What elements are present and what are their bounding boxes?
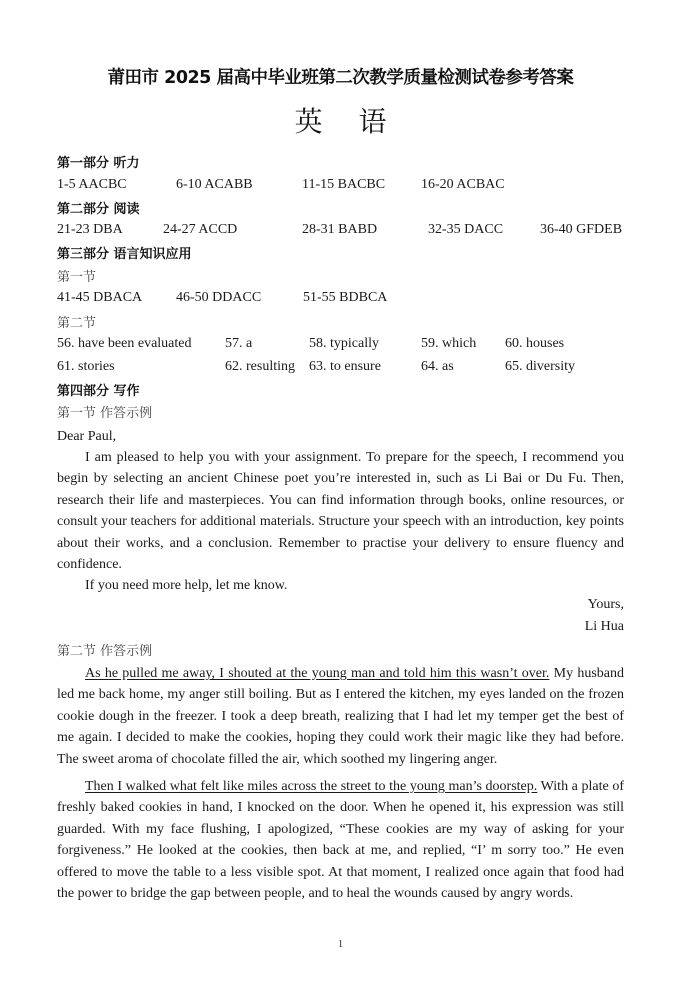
document-title: 莆田市 2025 届高中毕业班第二次教学质量检测试卷参考答案	[107, 68, 574, 88]
subject-title	[0, 100, 681, 140]
answer-item: 62. resulting	[225, 359, 295, 374]
answer-item: 58. typically	[309, 336, 379, 351]
part3-heading: 第三部分 语言知识应用	[57, 247, 192, 262]
part3-section1-label: 第一节	[57, 270, 97, 285]
continuation-paragraph-2	[57, 776, 624, 904]
part4-section2-label: 第二节 作答示例	[57, 644, 153, 659]
subject-char-1: 英	[294, 105, 323, 138]
answer-group: 11-15 BACBC	[302, 177, 386, 192]
answer-group: 46-50 DDACC	[176, 290, 262, 305]
answer-item: 65. diversity	[505, 359, 575, 374]
part1-heading: 第一部分 听力	[57, 156, 140, 171]
continuation-paragraph-1	[57, 663, 624, 770]
answer-item: 57. a	[225, 336, 253, 351]
part2-heading: 第二部分 阅读	[57, 202, 140, 217]
answer-item: 56. have been evaluated	[57, 336, 192, 351]
answer-item: 60. houses	[505, 336, 565, 351]
answer-item: 61. stories	[57, 359, 115, 374]
paragraph-2-lead-sentence: Then I walked what felt like miles across the street to the young man’s doorstep.	[85, 779, 538, 794]
part4-section1-label: 第一节 作答示例	[57, 406, 153, 421]
paragraph-2-body: With a plate of freshly baked cookies in hand, I knocked on the door. When he opened it, his expression was still guarded. With my face flushing, I apologized, “These cookies are my way of asking for your forgiveness.” He looked at the cookies, then back at me, and replied, “I’ m sorry too.” He even offered to move the table to a less visible spot. At that moment, I realized once again that food had the power to bridge the gap between people, and to heal the wounds caused by angry words.	[57, 779, 625, 902]
subject-char-2: 语	[358, 105, 387, 138]
answer-group: 16-20 ACBAC	[421, 177, 505, 192]
answer-group: 32-35 DACC	[428, 222, 504, 237]
letter-body: I am pleased to help you with your assignment. To prepare for the speech, I recommend you begin by selecting an ancient Chinese poet you’re interested in, such as Li Bai or Du Fu. Then, research their life and masterpieces. You can find information through books, online resources, or consult your teachers for additional materials. Structure your speech with an introduction, key points about their works, and a conclusion. Remember to practise your delivery to ensure fluency and confidence.	[57, 450, 624, 573]
letter-closing-line: If you need more help, let me know.	[85, 578, 288, 593]
answer-group: 51-55 BDBCA	[303, 290, 388, 305]
paragraph-1-body: My husband led me back home, my anger still boiling. But as I entered the kitchen, my eyes landed on the frozen cookie dough in the freezer. I took a deep breath, realizing that I had let my temper get the best of me again. I decided to make the cookies, hoping they could work their magic like they had before. The sweet aroma of chocolate filled the air, which soothed my lingering anger.	[57, 666, 624, 767]
answer-group: 6-10 ACABB	[176, 177, 253, 192]
letter-sign-off: Yours,	[587, 597, 624, 612]
answer-item: 59. which	[421, 336, 477, 351]
answer-group: 28-31 BABD	[302, 222, 378, 237]
answer-item: 64. as	[421, 359, 454, 374]
page-number: 1	[337, 938, 344, 950]
answer-item: 63. to ensure	[309, 359, 381, 374]
answer-group: 24-27 ACCD	[163, 222, 238, 237]
answer-group: 41-45 DBACA	[57, 290, 143, 305]
answer-group: 21-23 DBA	[57, 222, 123, 237]
answer-group: 1-5 AACBC	[57, 177, 127, 192]
part3-section2-label: 第二节	[57, 316, 97, 331]
part4-heading: 第四部分 写作	[57, 384, 140, 399]
letter-greeting: Dear Paul,	[57, 429, 117, 444]
paragraph-1-lead-sentence: As he pulled me away, I shouted at the young man and told him this wasn’t over.	[85, 666, 550, 681]
answer-group: 36-40 GFDEB	[540, 222, 623, 237]
letter-signature: Li Hua	[584, 619, 624, 634]
